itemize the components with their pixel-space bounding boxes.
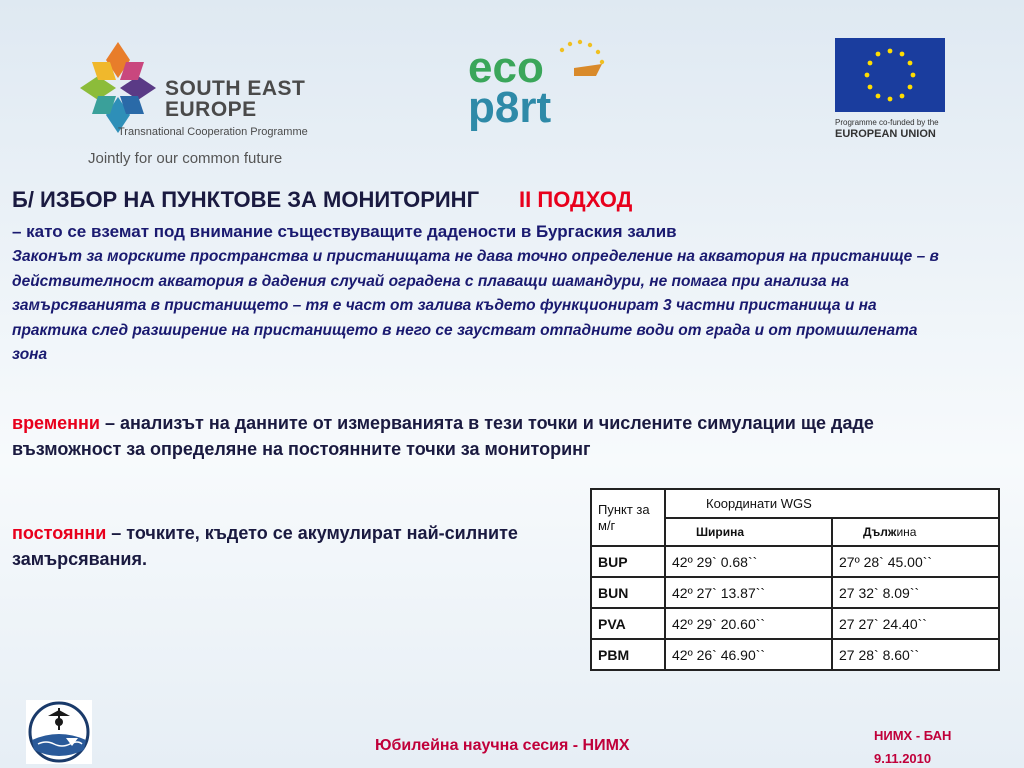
see-subtitle: Transnational Cooperation Programme	[118, 126, 308, 138]
latitude-header: Ширина	[665, 518, 832, 546]
ecoport-logo	[462, 38, 612, 138]
coordinates-table	[590, 488, 1000, 671]
longitude-header: Дължина	[832, 518, 999, 546]
coords-header: Координати WGS	[665, 489, 999, 518]
latitude-cell: 42º 27` 13.87``	[665, 577, 832, 608]
footer-date: 9.11.2010	[874, 751, 932, 766]
table-row	[591, 546, 999, 577]
see-flower-icon	[78, 40, 158, 135]
ecoport-wordmark: eco p8rt	[468, 43, 552, 132]
permanent-points-paragraph	[12, 520, 572, 572]
latitude-cell: 42º 26` 46.90``	[665, 639, 832, 670]
footer-session-title: Юбилейна научна сесия - НИМХ	[375, 737, 630, 754]
heading-approach: II ПОДХОД	[519, 187, 633, 212]
temporary-keyword: временни	[12, 413, 100, 433]
point-cell: PBM	[591, 639, 665, 670]
latitude-cell: 42º 29` 20.60``	[665, 608, 832, 639]
temporary-points-paragraph	[12, 410, 892, 462]
eu-cofunded-text: Programme co-funded by the	[835, 118, 939, 127]
law-paragraph: Законът за морските пространства и пристанищата не дава точно определение на акватория на пристанище – в действителност акватория в дадения случай оградена с плаващи шамандури, не помага при анализа на замърсяванията в пристанището – тя е част от залива където функционират 3 частни пристанища и на практика след разширение на пристанището в него се заустват отпадните води от града и от промишлената зона	[12, 248, 939, 363]
heading-main: Б/ ИЗБОР НА ПУНКТОВЕ ЗА МОНИТОРИНГ	[12, 187, 480, 212]
eu-logo	[835, 38, 947, 142]
see-tagline: Jointly for our common future	[88, 150, 283, 167]
longitude-cell: 27 28` 8.60``	[832, 639, 999, 670]
permanent-text: – точките, където се акумулират най-силните замърсявания.	[12, 523, 518, 569]
point-header: Пункт за м/г	[591, 489, 665, 546]
table-header-row	[591, 489, 999, 518]
table-row	[591, 639, 999, 670]
table-row	[591, 608, 999, 639]
temporary-text: – анализът на данните от измерванията в тези точки и числените симулации ще даде възможност за определяне на постоянните точки за мониторинг	[12, 413, 874, 459]
eu-flag-icon	[835, 38, 945, 112]
see-title: SOUTH EAST EUROPE	[165, 77, 306, 121]
point-cell: BUP	[591, 546, 665, 577]
slide-heading	[12, 187, 632, 213]
nimh-emblem-icon	[26, 700, 92, 764]
footer-institute: НИМХ - БАН	[874, 728, 952, 743]
eu-name-text: EUROPEAN UNION	[835, 128, 936, 140]
permanent-keyword: постоянни	[12, 523, 107, 543]
longitude-cell: 27º 28` 45.00``	[832, 546, 999, 577]
longitude-cell: 27 27` 24.40``	[832, 608, 999, 639]
point-cell: PVA	[591, 608, 665, 639]
slide-subheading: – като се вземат под внимание съществуващите дадености в Бургаския залив	[12, 222, 677, 241]
longitude-cell: 27 32` 8.09``	[832, 577, 999, 608]
table-row	[591, 577, 999, 608]
latitude-cell: 42º 29` 0.68``	[665, 546, 832, 577]
point-cell: BUN	[591, 577, 665, 608]
